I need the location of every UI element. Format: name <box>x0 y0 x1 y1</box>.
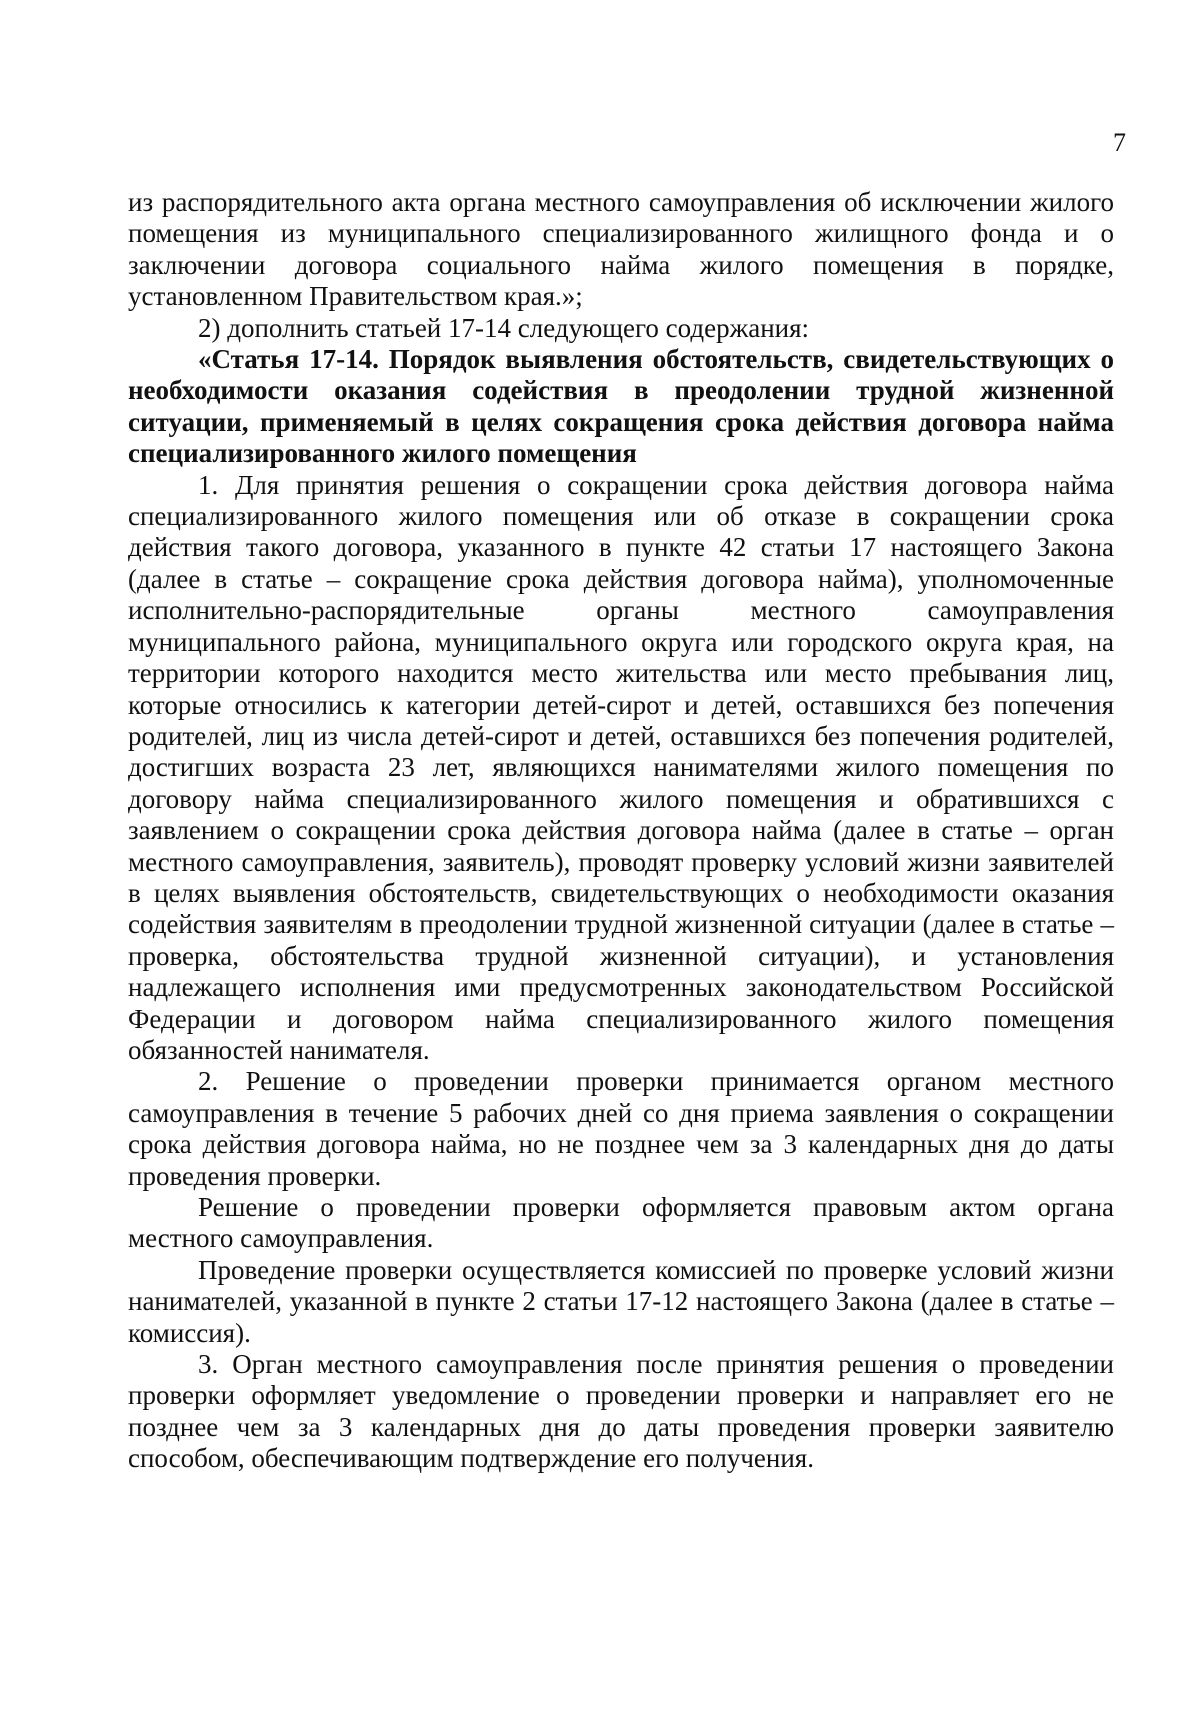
article-heading: «Статья 17-14. Порядок выявления обстоятельств, свидетельствующих о необходимости оказания содействия в преодолении трудной жизненной ситуации, применяемый в целях сокращения срока действия договора найма специализированного жилого помещения <box>128 344 1114 469</box>
page-number: 7 <box>1113 128 1126 157</box>
paragraph-clause-2-decision: Решение о проведении проверки оформляется правовым актом органа местного самоуправления. <box>128 1192 1114 1254</box>
paragraph-continuation: из распорядительного акта органа местного самоуправления об исключении жилого помещения из муниципального специализированного жилищного фонда и о заключении договора социального найма жилого помещения в порядке, установленном Правительством края.»; <box>128 187 1114 312</box>
paragraph-clause-3: 3. Орган местного самоуправления после принятия решения о проведении проверки оформляет уведомление о проведении проверки и направляет его не позднее чем за 3 календарных дня до даты проведения проверки заявителю способом, обеспечивающим подтверждение его получения. <box>128 1349 1114 1474</box>
paragraph-amendment-item: 2) дополнить статьей 17-14 следующего содержания: <box>198 312 810 343</box>
paragraph-clause-2-commission: Проведение проверки осуществляется комиссией по проверке условий жизни нанимателей, указанной в пункте 2 статьи 17-12 настоящего Закона (далее в статье – комиссия). <box>128 1254 1114 1348</box>
document-body <box>128 187 1114 1475</box>
paragraph-clause-2: 2. Решение о проведении проверки принимается органом местного самоуправления в течение 5 рабочих дней со дня приема заявления о сокращении срока действия договора найма, но не позднее чем за 3 календарных дня до даты проведения проверки. <box>128 1066 1114 1191</box>
paragraph-clause-1: 1. Для принятия решения о сокращении срока действия договора найма специализированного жилого помещения или об отказе в сокращении срока действия такого договора, указанного в пункте 42 статьи 17 настоящего Закона (далее в статье – сокращение срока действия договора найма), уполномоченные исполнительно-распорядительные органы местного самоуправления муниципального района, муниципального округа или городского округа края, на территории которого находится место жительства или место пребывания лиц, которые относились к категории детей-сирот и детей, оставшихся без попечения родителей, лиц из числа детей-сирот и детей, оставшихся без попечения родителей, достигших возраста 23 лет, являющихся нанимателями жилого помещения по договору найма специализированного жилого помещения и обратившихся с заявлением о сокращении срока действия договора найма (далее в статье – орган местного самоуправления, заявитель), проводят проверку условий жизни заявителей в целях выявления обстоятельств, свидетельствующих о необходимости оказания содействия заявителям в преодолении трудной жизненной ситуации (далее в статье – проверка, обстоятельства трудной жизненной ситуации), и установления надлежащего исполнения ими предусмотренных законодательством Российской Федерации и договором найма специализированного жилого помещения обязанностей нанимателя. <box>128 469 1114 1065</box>
